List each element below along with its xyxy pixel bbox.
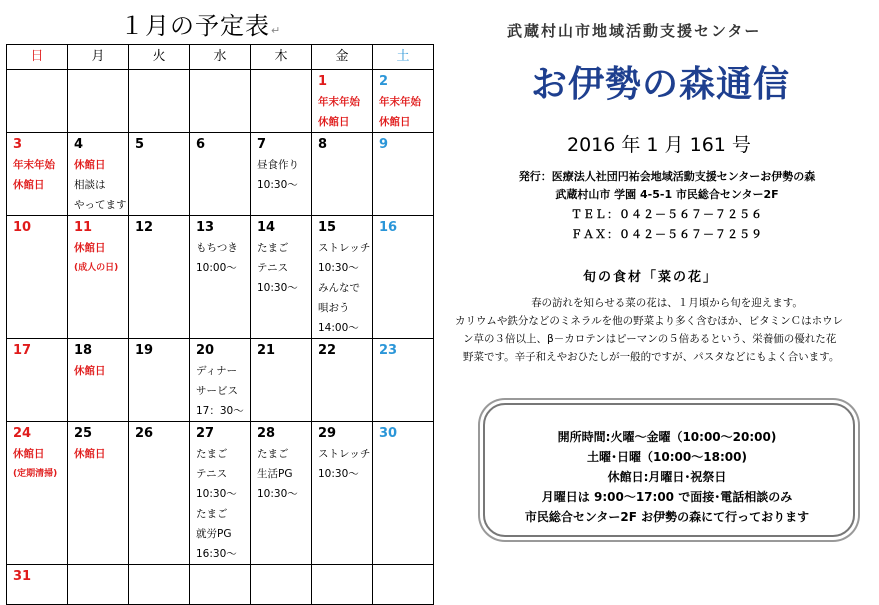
calendar-title: １月の予定表↵	[120, 12, 282, 40]
day-event: 14:00〜	[318, 322, 359, 334]
hours-line-3: 休館日:月曜日･祝祭日	[607, 470, 727, 484]
calendar-day-cell	[68, 565, 129, 605]
calendar-day-cell	[251, 216, 312, 339]
calendar-day-cell	[129, 133, 190, 216]
calendar-day-cell	[68, 339, 129, 422]
day-event: たまご	[196, 508, 228, 520]
day-event: たまご	[196, 448, 228, 460]
day-event: やってます	[74, 199, 127, 211]
day-event: 休館日	[379, 116, 411, 128]
day-number: 14	[257, 220, 276, 235]
day-number: 31	[13, 569, 32, 584]
weekday-header: 木	[251, 45, 312, 70]
calendar-day-cell	[373, 565, 434, 605]
calendar-header-row	[7, 45, 434, 70]
calendar-week-row	[7, 339, 434, 422]
calendar-week-row	[7, 133, 434, 216]
day-number: 17	[13, 343, 32, 358]
day-event: 年末年始	[379, 96, 421, 108]
calendar-day-cell	[68, 133, 129, 216]
day-number: 19	[135, 343, 154, 358]
newsletter-panel	[455, 0, 879, 593]
calendar-day-cell	[129, 339, 190, 422]
calendar-day-cell	[251, 565, 312, 605]
day-event: 16:30〜	[196, 548, 237, 560]
day-event: 年末年始	[318, 96, 360, 108]
day-number: 3	[13, 137, 23, 152]
tel-line: ＴＥＬ：０４２－５６７－７２５６	[571, 208, 763, 221]
day-number: 30	[379, 426, 398, 441]
day-number: 27	[196, 426, 215, 441]
day-number: 21	[257, 343, 276, 358]
day-number: 18	[74, 343, 93, 358]
calendar-day-cell	[251, 339, 312, 422]
calendar-body	[7, 70, 434, 605]
calendar-day-cell	[373, 70, 434, 133]
day-event: 就労PG	[196, 528, 232, 540]
calendar-day-cell	[373, 339, 434, 422]
day-event: テニス	[196, 468, 228, 480]
day-event: 休館日	[74, 242, 106, 254]
day-event: 休館日	[318, 116, 350, 128]
day-number: 26	[135, 426, 154, 441]
weekday-header: 火	[129, 45, 190, 70]
day-event: 唄おう	[318, 302, 350, 314]
day-event: 10:30〜	[257, 179, 298, 191]
calendar-day-cell	[190, 70, 251, 133]
day-event: 休館日	[74, 159, 106, 171]
calendar-day-cell	[312, 133, 373, 216]
calendar-day-cell	[129, 70, 190, 133]
day-number: 16	[379, 220, 398, 235]
calendar-day-cell	[312, 339, 373, 422]
calendar-day-cell	[7, 565, 68, 605]
day-number: 9	[379, 137, 389, 152]
calendar-day-cell	[373, 422, 434, 565]
weekday-header: 水	[190, 45, 251, 70]
day-event: 10:30〜	[196, 488, 237, 500]
calendar-day-cell	[7, 422, 68, 565]
day-event: 10:00〜	[196, 262, 237, 274]
calendar-week-row	[7, 70, 434, 133]
calendar-day-cell	[312, 422, 373, 565]
feature-line-4: 野菜です。辛子和えやおひたしが一般的ですが、パスタなどにもよく合います。	[463, 351, 840, 363]
issue-number: 2016 年 1 月 161 号	[567, 134, 751, 156]
day-event: ストレッチ	[318, 448, 371, 460]
day-event: 相談は	[74, 179, 106, 191]
calendar-day-cell	[190, 422, 251, 565]
calendar-day-cell	[312, 565, 373, 605]
calendar-day-cell	[251, 422, 312, 565]
feature-line-3: ン草の３倍以上、β－カロテンはピーマンの５倍あるという、栄養価の優れた花	[463, 333, 837, 345]
day-number: 2	[379, 74, 389, 89]
day-event: 10:30〜	[318, 468, 359, 480]
day-event: 休館日	[13, 448, 45, 460]
calendar-day-cell	[251, 133, 312, 216]
day-number: 4	[74, 137, 84, 152]
weekday-header: 月	[68, 45, 129, 70]
day-event: 10:30〜	[257, 488, 298, 500]
day-number: 1	[318, 74, 328, 89]
feature-line-2: カリウムや鉄分などのミネラルを他の野菜より多く含むほか、ビタミンＣはホウレ	[455, 315, 844, 327]
calendar-day-cell	[251, 70, 312, 133]
calendar-day-cell	[7, 70, 68, 133]
day-number: 28	[257, 426, 276, 441]
day-event: 休館日	[74, 365, 106, 377]
calendar-day-cell	[373, 133, 434, 216]
day-event: (成人の日)	[74, 263, 119, 273]
calendar-day-cell	[190, 339, 251, 422]
hours-line-4: 月曜日は 9:00〜17:00 で面接･電話相談のみ	[541, 490, 793, 504]
calendar-day-cell	[7, 216, 68, 339]
day-event: もちつき	[196, 242, 238, 254]
day-number: 22	[318, 343, 337, 358]
hours-line-5: 市民総合センター2F お伊勢の森にて行っております	[524, 510, 810, 524]
day-event: 昼食作り	[257, 159, 299, 171]
calendar-day-cell	[7, 339, 68, 422]
calendar-day-cell	[68, 70, 129, 133]
day-event: 10:30〜	[318, 262, 359, 274]
day-event: たまご	[257, 448, 289, 460]
feature-line-1: 春の訪れを知らせる菜の花は、１月頃から旬を迎えます。	[531, 297, 803, 309]
day-event: 休館日	[13, 179, 45, 191]
weekday-header: 金	[312, 45, 373, 70]
day-number: 8	[318, 137, 328, 152]
calendar-day-cell	[7, 133, 68, 216]
day-event: 生活PG	[257, 468, 293, 480]
day-event: ストレッチ	[318, 242, 371, 254]
fax-line: ＦＡＸ：０４２－５６７－７２５９	[571, 228, 763, 241]
hours-line-1: 開所時間:火曜〜金曜（10:00〜20:00)	[557, 430, 777, 444]
day-number: 10	[13, 220, 32, 235]
day-event: たまご	[257, 242, 289, 254]
calendar-table	[6, 44, 434, 605]
day-number: 25	[74, 426, 93, 441]
day-event: 休館日	[74, 448, 106, 460]
calendar-day-cell	[129, 422, 190, 565]
calendar-day-cell	[129, 216, 190, 339]
address-line: 武蔵村山市 学園 4-5-1 市民総合センター2F	[555, 188, 779, 201]
masthead-title: お伊勢の森通信	[531, 63, 791, 105]
calendar-day-cell	[190, 565, 251, 605]
calendar-day-cell	[373, 216, 434, 339]
calendar-day-cell	[68, 422, 129, 565]
day-number: 11	[74, 220, 93, 235]
day-number: 6	[196, 137, 206, 152]
day-event: みんなで	[318, 282, 360, 294]
organization-name: 武蔵村山市地域活動支援センター	[507, 22, 762, 40]
calendar-day-cell	[129, 565, 190, 605]
calendar-week-row	[7, 216, 434, 339]
day-number: 24	[13, 426, 32, 441]
day-event: 17：30〜	[196, 405, 244, 417]
day-event: ディナー	[196, 365, 238, 377]
calendar-day-cell	[312, 216, 373, 339]
weekday-header: 土	[373, 45, 434, 70]
calendar-day-cell	[68, 216, 129, 339]
publisher-line: 発行：医療法人社団円祐会地域活動支援センターお伊勢の森	[518, 170, 816, 183]
day-number: 15	[318, 220, 337, 235]
calendar-day-cell	[312, 70, 373, 133]
day-event: テニス	[257, 262, 289, 274]
weekday-header: 日	[7, 45, 68, 70]
day-number: 23	[379, 343, 398, 358]
hours-line-2: 土曜･日曜（10:00〜18:00)	[587, 450, 747, 464]
day-number: 20	[196, 343, 215, 358]
day-number: 7	[257, 137, 267, 152]
calendar-week-row	[7, 422, 434, 565]
calendar-day-cell	[190, 216, 251, 339]
day-number: 5	[135, 137, 145, 152]
calendar-day-cell	[190, 133, 251, 216]
day-event: 年末年始	[13, 159, 55, 171]
day-event: (定期清掃)	[13, 469, 58, 479]
day-number: 12	[135, 220, 154, 235]
day-event: サービス	[196, 385, 238, 397]
day-event: 10:30〜	[257, 282, 298, 294]
feature-title: 旬の食材「菜の花」	[583, 270, 719, 285]
day-number: 13	[196, 220, 215, 235]
calendar-week-row	[7, 565, 434, 605]
day-number: 29	[318, 426, 337, 441]
